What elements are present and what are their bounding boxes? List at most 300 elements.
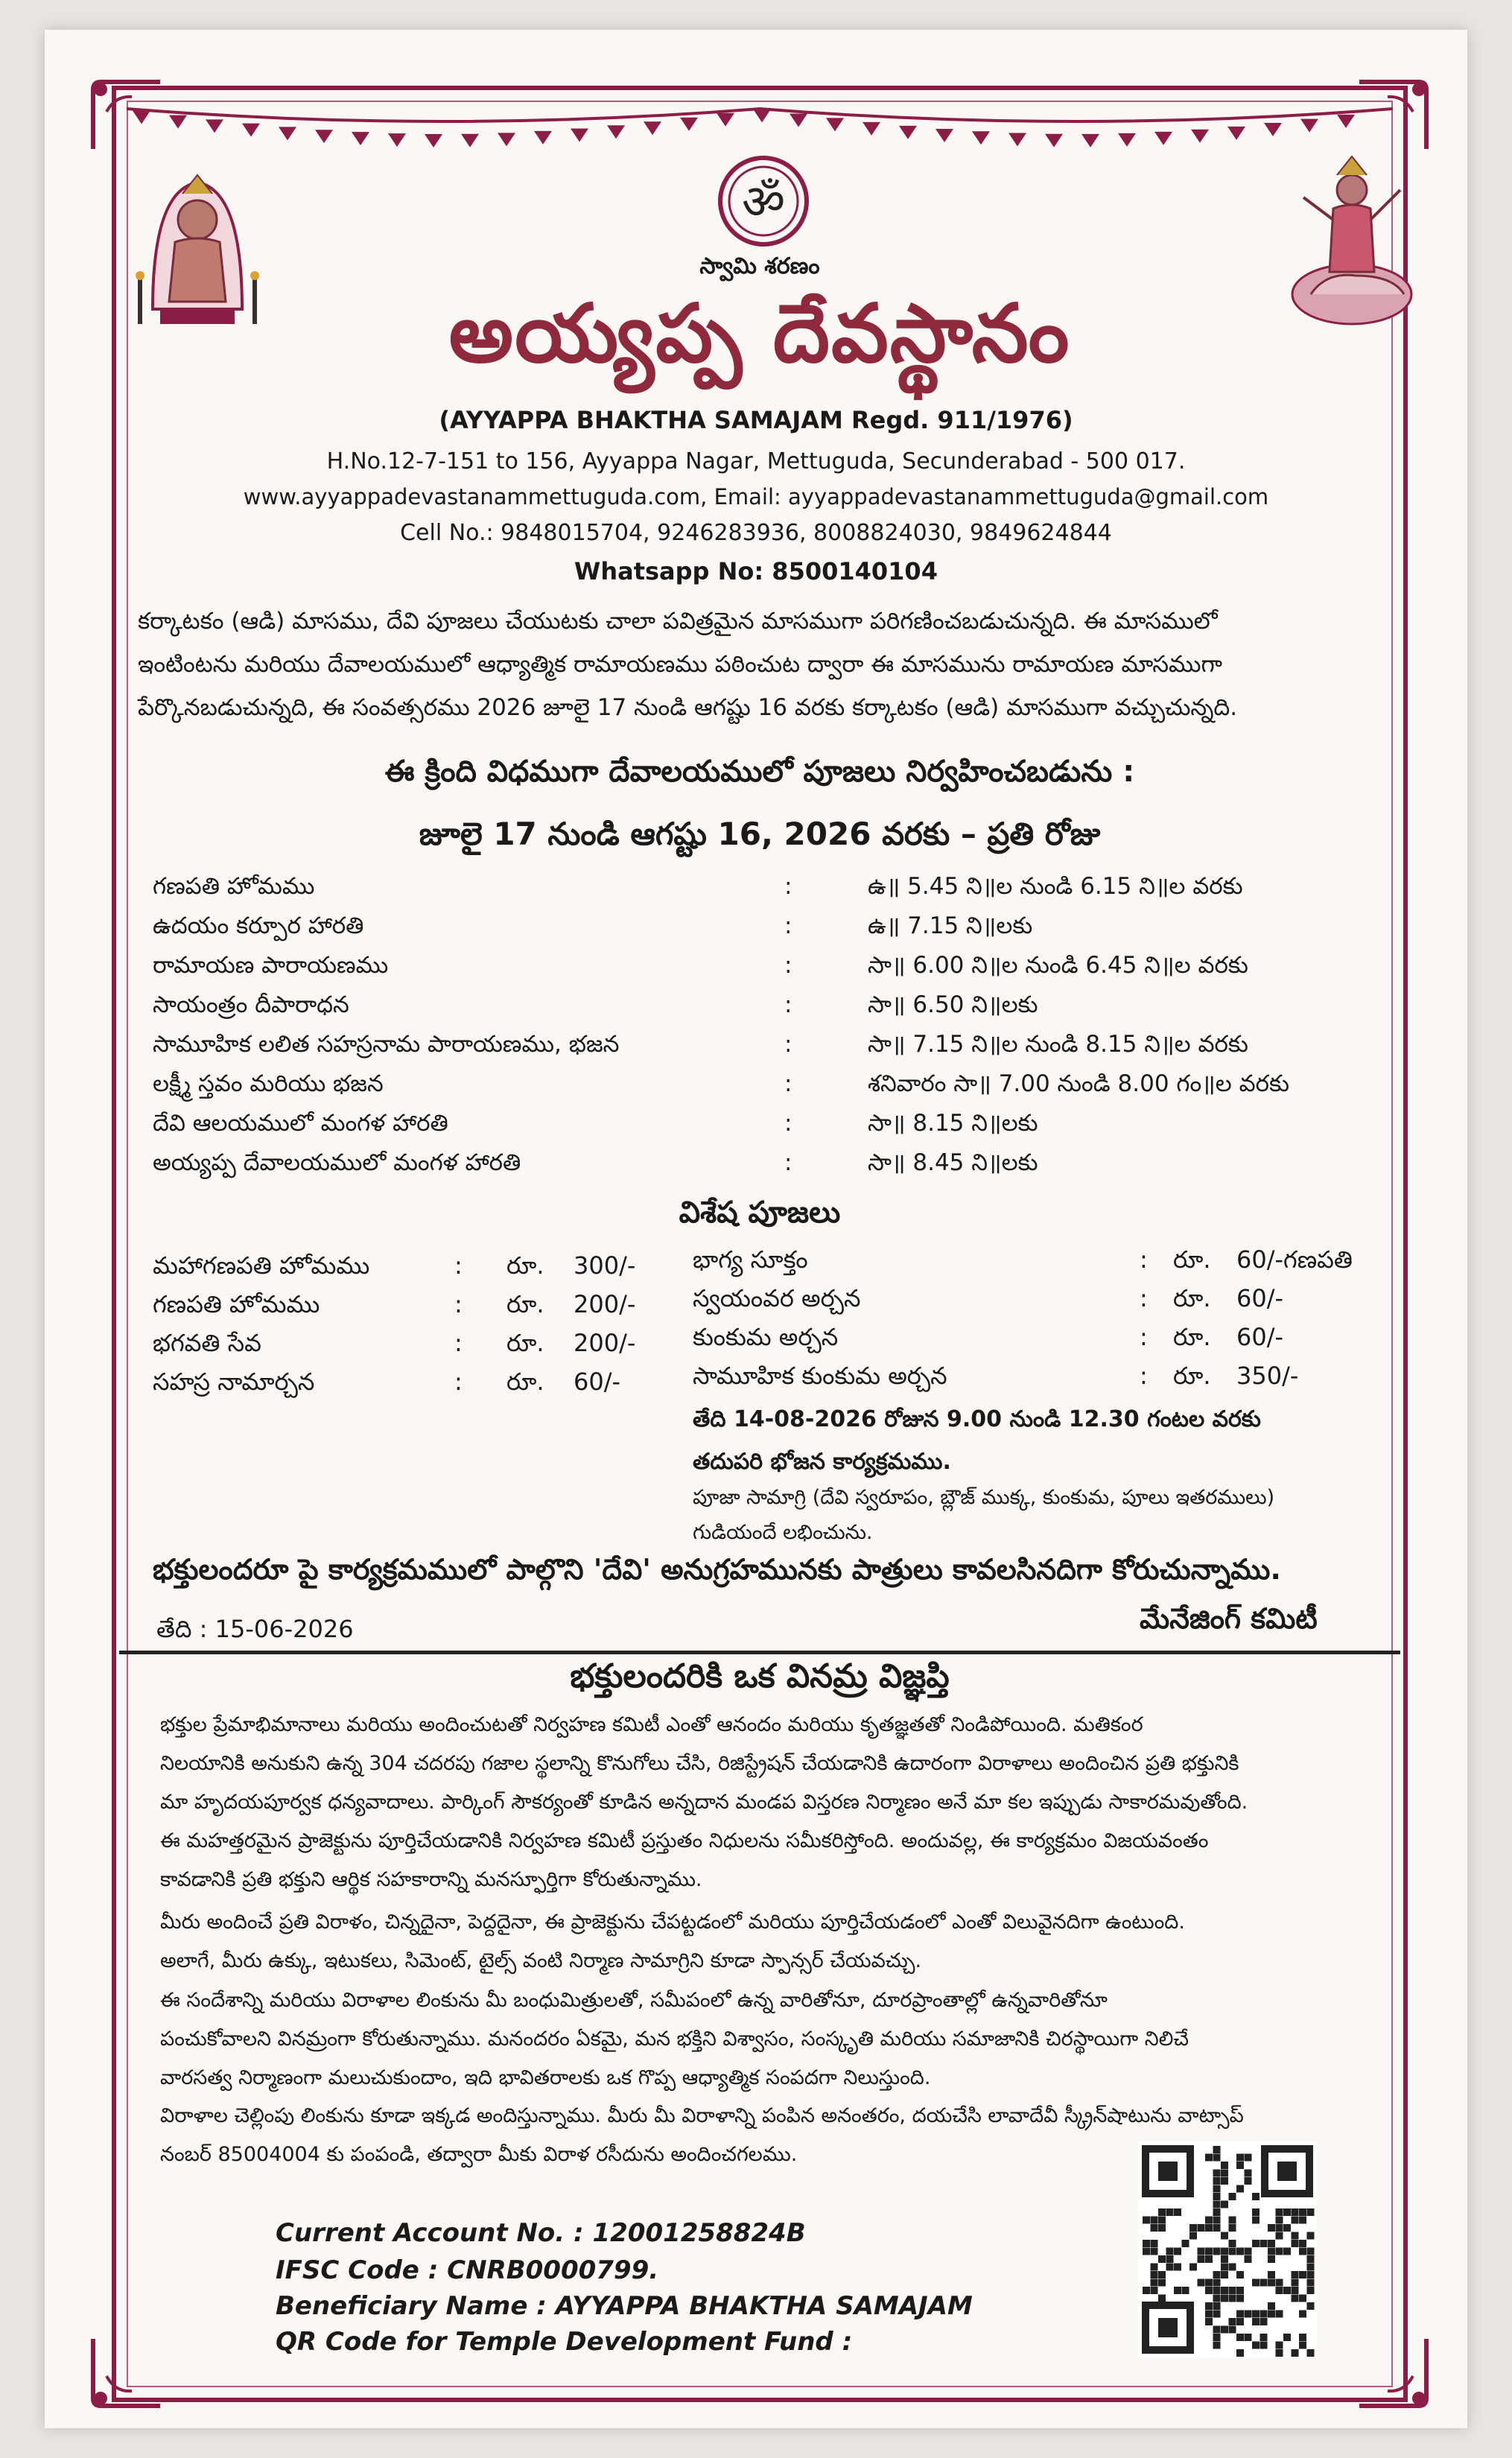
rupee-label: రూ. bbox=[506, 1368, 544, 1396]
qr-module bbox=[1229, 2318, 1236, 2325]
qr-module bbox=[1299, 2217, 1306, 2224]
qr-module bbox=[1213, 2208, 1221, 2216]
qr-module bbox=[1307, 2264, 1315, 2271]
qr-module bbox=[1299, 2271, 1306, 2278]
qr-module bbox=[1189, 2264, 1197, 2271]
qr-module bbox=[1236, 2311, 1244, 2318]
bunting-flag bbox=[498, 133, 515, 146]
bunting-flag bbox=[1045, 134, 1063, 147]
qr-module bbox=[1151, 2224, 1158, 2232]
corner-ornament-bottom-right bbox=[1352, 2331, 1434, 2413]
intro-line: పేర్కొనబడుచున్నది, ఈ సంవత్సరము 2026 జూలై 17 నుండి ఆగష్టు 16 వరకు కర్కాటకం (ఆడి) మాసముగా వచ్చుచున్నది. bbox=[138, 694, 1238, 721]
qr-module bbox=[1292, 2349, 1299, 2357]
section-divider bbox=[119, 1651, 1400, 1654]
qr-module bbox=[1213, 2334, 1221, 2341]
bunting-decoration bbox=[127, 104, 1393, 149]
qr-module bbox=[1283, 2287, 1291, 2294]
bunting-flag bbox=[1300, 119, 1318, 133]
qr-module bbox=[1283, 2248, 1291, 2255]
pooja-name: కుంకుమ అర్చన bbox=[693, 1323, 839, 1351]
qr-module bbox=[1205, 2311, 1213, 2318]
notice-line: పంచుకోవాలని వినమ్రంగా కోరుతున్నాము. మనందరం ఏకమై, మన భక్తిని విశ్వాసం, సంస్కృతి మరియు సమాజానికి చిరస్థాయిగా నిలిచే bbox=[160, 2027, 1189, 2051]
qr-module bbox=[1198, 2248, 1205, 2255]
qr-module bbox=[1292, 2217, 1299, 2224]
special-date-line: తేది 14-08-2026 రోజున 9.00 నుండి 12.30 గంటల వరకు bbox=[693, 1406, 1261, 1432]
schedule-row bbox=[153, 912, 1389, 952]
rupee-label: రూ. bbox=[506, 1290, 544, 1318]
qr-module bbox=[1236, 2287, 1244, 2294]
rupee-label: రూ. bbox=[506, 1251, 544, 1280]
pooja-name: సామూహిక కుంకుమ అర్చన bbox=[693, 1362, 947, 1390]
qr-module bbox=[1229, 2326, 1236, 2334]
qr-module bbox=[1236, 2295, 1244, 2302]
managing-committee-signature: మేనేజింగ్ కమిటీ bbox=[1140, 1601, 1318, 1635]
bunting-flag bbox=[717, 113, 734, 127]
pooja-name: దేవి ఆలయములో మంగళ హారతి bbox=[153, 1110, 448, 1137]
qr-module bbox=[1229, 2240, 1236, 2247]
qr-module bbox=[1268, 2271, 1275, 2278]
qr-module bbox=[1229, 2217, 1236, 2224]
notice-line: కావడానికి ప్రతి భక్తుని ఆర్థిక సహకారాన్ని మనస్ఫూర్తిగా కోరుతున్నాము. bbox=[160, 1868, 702, 1891]
qr-module bbox=[1205, 2217, 1213, 2224]
fee-row bbox=[153, 1290, 674, 1329]
pooja-time: సా॥ 6.00 ని॥ల నుండి 6.45 ని॥ల వరకు bbox=[868, 952, 1248, 979]
bunting-flag bbox=[388, 133, 406, 147]
fee-amount: 350/- bbox=[1236, 1362, 1299, 1390]
qr-module bbox=[1189, 2232, 1197, 2240]
bunting-flag bbox=[899, 126, 917, 139]
pooja-time: శనివారం సా॥ 7.00 నుండి 8.00 గం॥ల వరకు bbox=[868, 1070, 1289, 1097]
om-icon bbox=[715, 153, 812, 250]
bunting-flag bbox=[936, 129, 953, 142]
bunting-flag bbox=[753, 109, 771, 122]
pooja-time: ఉ॥ 7.15 ని॥లకు bbox=[868, 912, 1033, 939]
account-number: Current Account No. : 12001258824B bbox=[276, 2218, 806, 2248]
schedule-row bbox=[153, 991, 1389, 1031]
availability-line: గుడియందే లభించును. bbox=[693, 1521, 873, 1544]
rupee-label: రూ. bbox=[1173, 1323, 1211, 1351]
colon: : bbox=[784, 991, 792, 1018]
pooja-name: మహాగణపతి హోమము bbox=[153, 1251, 370, 1280]
qr-module bbox=[1292, 2295, 1299, 2302]
colon: : bbox=[784, 1031, 792, 1058]
qr-module bbox=[1268, 2279, 1275, 2287]
qr-module bbox=[1213, 2177, 1221, 2185]
schedule-row bbox=[153, 1149, 1389, 1189]
qr-module bbox=[1213, 2193, 1221, 2200]
bunting-flag bbox=[425, 134, 442, 147]
qr-module bbox=[1260, 2279, 1268, 2287]
qr-module bbox=[1205, 2154, 1213, 2162]
qr-module bbox=[1229, 2295, 1236, 2302]
notice-line: నిలయానికి అనుకుని ఉన్న 304 చదరపు గజాల స్థలాన్ని కొనుగోలు చేసి, రిజిస్ట్రేషన్ చేయడానికి ఉదారంగా విరాళాలు అందించిన ప్రతి భక్తునికి bbox=[160, 1752, 1239, 1775]
qr-module bbox=[1245, 2334, 1252, 2341]
qr-module bbox=[1260, 2342, 1268, 2349]
qr-module bbox=[1158, 2279, 1166, 2287]
qr-module bbox=[1236, 2154, 1244, 2162]
notice-paragraph-3 bbox=[160, 1981, 1389, 2097]
qr-module bbox=[1299, 2334, 1306, 2341]
qr-module bbox=[1221, 2162, 1228, 2169]
pooja-time: సా॥ 8.45 ని॥లకు bbox=[868, 1149, 1038, 1176]
qr-module bbox=[1158, 2208, 1166, 2216]
colon: : bbox=[454, 1329, 463, 1357]
notice-title: భక్తులందరికి ఒక వినమ్ర విజ్ఞప్తి bbox=[570, 1657, 950, 1695]
qr-module bbox=[1205, 2279, 1213, 2287]
notice-line: నంబర్ 85004004 కు పంపండి, తద్వారా మీకు విరాళ రసీదును అందించగలము. bbox=[160, 2143, 798, 2166]
qr-module bbox=[1252, 2318, 1260, 2325]
qr-module bbox=[1213, 2217, 1221, 2224]
qr-module bbox=[1245, 2177, 1252, 2185]
qr-module bbox=[1174, 2287, 1181, 2294]
bunting-flag bbox=[644, 121, 661, 135]
qr-module bbox=[1307, 2349, 1315, 2357]
qr-module bbox=[1221, 2326, 1228, 2334]
qr-module bbox=[1221, 2201, 1228, 2208]
qr-module bbox=[1276, 2248, 1283, 2255]
qr-module bbox=[1260, 2311, 1268, 2318]
qr-module bbox=[1276, 2349, 1283, 2357]
meal-line: తదుపరి భోజన కార్యక్రమము. bbox=[693, 1449, 951, 1475]
bunting-flag bbox=[1081, 134, 1099, 147]
fee-row bbox=[693, 1362, 1393, 1400]
intro-line: ఇంటింటను మరియు దేవాలయములో ఆధ్యాత్మిక రామాయణము పఠించుట ద్వారా ఈ మాసమును రామాయణ మాసముగా bbox=[138, 651, 1223, 678]
qr-module bbox=[1236, 2185, 1244, 2193]
qr-module bbox=[1213, 2146, 1221, 2153]
qr-module bbox=[1292, 2232, 1299, 2240]
special-poojas-right-list bbox=[693, 1245, 1393, 1400]
ifsc-code: IFSC Code : CNRB0000799. bbox=[276, 2255, 659, 2285]
qr-module bbox=[1221, 2177, 1228, 2185]
qr-module bbox=[1307, 2255, 1315, 2263]
bunting-flag bbox=[863, 122, 880, 136]
fee-row bbox=[693, 1323, 1393, 1362]
qr-module bbox=[1268, 2255, 1275, 2263]
qr-module bbox=[1245, 2255, 1252, 2263]
pooja-name: సామూహిక లలిత సహస్రనామ పారాయణము, భజన bbox=[153, 1031, 620, 1058]
bunting-flag bbox=[315, 130, 333, 143]
schedule-row bbox=[153, 952, 1389, 991]
qr-module bbox=[1292, 2279, 1299, 2287]
qr-module bbox=[1307, 2232, 1315, 2240]
qr-module bbox=[1307, 2287, 1315, 2294]
qr-module bbox=[1268, 2311, 1275, 2318]
qr-module bbox=[1299, 2208, 1306, 2216]
schedule-period: జూలై 17 నుండి ఆగష్టు 16, 2026 వరకు – ప్రతి రోజు bbox=[419, 816, 1101, 852]
schedule-row bbox=[153, 1070, 1389, 1110]
colon: : bbox=[1140, 1323, 1148, 1351]
qr-module bbox=[1158, 2271, 1166, 2278]
bunting-flag bbox=[1264, 123, 1282, 136]
qr-module bbox=[1252, 2279, 1260, 2287]
qr-module bbox=[1198, 2224, 1205, 2232]
qr-module bbox=[1166, 2255, 1174, 2263]
qr-module bbox=[1158, 2217, 1166, 2224]
pooja-name: ఉదయం కర్పూర హారతి bbox=[153, 912, 364, 939]
fee-row bbox=[153, 1251, 674, 1290]
colon: : bbox=[1140, 1245, 1148, 1274]
qr-module bbox=[1221, 2271, 1228, 2278]
fee-amount: 300/- bbox=[574, 1251, 636, 1280]
bunting-flag bbox=[790, 113, 807, 127]
issue-date: తేది : 15-06-2026 bbox=[156, 1615, 354, 1643]
qr-module bbox=[1245, 2248, 1252, 2255]
qr-module bbox=[1299, 2295, 1306, 2302]
colon: : bbox=[1140, 1284, 1148, 1312]
devotee-appeal: భక్తులందరూ పై కార్యక్రమములో పాల్గొని 'దేవి' అనుగ్రహమునకు పాత్రులు కావలసినదిగా కోరుచున్నాము. bbox=[153, 1553, 1281, 1586]
qr-module bbox=[1276, 2224, 1283, 2232]
bunting-flag bbox=[1154, 132, 1172, 145]
qr-module bbox=[1213, 2170, 1221, 2177]
qr-module bbox=[1189, 2224, 1197, 2232]
notice-line: మీరు అందించే ప్రతి విరాళం, చిన్నదైనా, పెద్దదైనా, ఈ ప్రాజెక్టును చేపట్టడంలో మరియు పూర్తిచేయడంలో ఎంతో విలువైనదిగా ఉంటుంది. bbox=[160, 1911, 1185, 1934]
fee-row bbox=[693, 1245, 1393, 1284]
colon: : bbox=[784, 1149, 792, 1176]
qr-module bbox=[1260, 2240, 1268, 2247]
notice-line: ఈ సందేశాన్ని మరియు విరాళాల లింకును మీ బంధుమిత్రులతో, సమీపంలో ఉన్న వారితోనూ, దూరప్రాంతాల్లో ఉన్నవారితోనూ bbox=[160, 1989, 1108, 2012]
qr-module bbox=[1252, 2193, 1260, 2200]
pooja-name: సహస్ర నామార్చన bbox=[153, 1368, 315, 1396]
qr-module bbox=[1236, 2349, 1244, 2357]
qr-module bbox=[1283, 2224, 1291, 2232]
qr-module bbox=[1252, 2208, 1260, 2216]
pooja-name: గణపతి హోమము bbox=[153, 873, 315, 900]
qr-module bbox=[1151, 2287, 1158, 2294]
qr-module bbox=[1252, 2342, 1260, 2349]
colon: : bbox=[784, 912, 792, 939]
schedule-row bbox=[153, 873, 1389, 912]
qr-module bbox=[1229, 2193, 1236, 2200]
qr-module bbox=[1252, 2240, 1260, 2247]
bunting-flag bbox=[680, 118, 698, 131]
qr-module bbox=[1299, 2240, 1306, 2247]
bunting-flag bbox=[1118, 133, 1136, 147]
qr-module bbox=[1213, 2185, 1221, 2193]
temple-title: అయ్యప్ప దేవస్థానం bbox=[448, 287, 1071, 381]
pooja-time: సా॥ 6.50 ని॥లకు bbox=[868, 991, 1038, 1018]
special-poojas-heading: విశేష పూజలు bbox=[679, 1195, 841, 1230]
pooja-name: లక్ష్మీ స్తవం మరియు భజన bbox=[153, 1070, 384, 1097]
devi-deity-image bbox=[1281, 145, 1415, 346]
notice-line: విరాళాల చెల్లింపు లింకును కూడా ఇక్కడ అందిస్తున్నాము. మీరు మీ విరాళాన్ని పంపిన అనంతరం, దయచేసి లావాదేవీ స్క్రీన్‌షాటును వాట్సాప్ bbox=[160, 2104, 1244, 2127]
bunting-flag bbox=[607, 125, 625, 139]
qr-module bbox=[1205, 2318, 1213, 2325]
fee-amount: 60/- bbox=[1236, 1323, 1284, 1351]
qr-module bbox=[1205, 2302, 1213, 2310]
qr-module bbox=[1236, 2162, 1244, 2169]
bunting-flag bbox=[169, 115, 187, 129]
beneficiary-name: Beneficiary Name : AYYAPPA BHAKTHA SAMAJAM bbox=[276, 2291, 973, 2321]
fee-amount: 200/- bbox=[574, 1290, 636, 1318]
colon: : bbox=[784, 873, 792, 900]
colon: : bbox=[454, 1290, 463, 1318]
qr-module bbox=[1283, 2334, 1291, 2341]
qr-module bbox=[1221, 2255, 1228, 2263]
ayyappa-deity-image bbox=[130, 160, 264, 361]
notice-line: వారసత్వ నిర్మాణంగా మలుచుకుందాం, ఇది భావితరాలకు ఒక గొప్ప ఆధ్యాత్మిక సంపదగా నిలుస్తుంది. bbox=[160, 2066, 931, 2089]
qr-label: QR Code for Temple Development Fund : bbox=[276, 2327, 853, 2357]
qr-module bbox=[1198, 2279, 1205, 2287]
qr-module bbox=[1205, 2224, 1213, 2232]
rupee-label: రూ. bbox=[1173, 1245, 1211, 1274]
pooja-name: స్వయంవర అర్చన bbox=[693, 1284, 861, 1312]
qr-module bbox=[1213, 2279, 1221, 2287]
qr-module bbox=[1229, 2248, 1236, 2255]
qr-module bbox=[1213, 2248, 1221, 2255]
qr-module bbox=[1213, 2271, 1221, 2278]
notice-paragraph-2 bbox=[160, 1903, 1389, 1981]
qr-module bbox=[1174, 2208, 1181, 2216]
qr-module bbox=[1182, 2240, 1189, 2247]
rupee-label: రూ. bbox=[1173, 1284, 1211, 1312]
rupee-label: రూ. bbox=[1173, 1362, 1211, 1390]
qr-module bbox=[1174, 2264, 1181, 2271]
qr-module bbox=[1205, 2255, 1213, 2263]
qr-module bbox=[1213, 2201, 1221, 2208]
qr-module bbox=[1229, 2224, 1236, 2232]
qr-module bbox=[1268, 2302, 1275, 2310]
qr-module bbox=[1307, 2271, 1315, 2278]
qr-module bbox=[1245, 2170, 1252, 2177]
pooja-name: భాగ్య సూక్తం bbox=[693, 1245, 808, 1274]
bunting-flag bbox=[279, 127, 296, 140]
fee-row bbox=[693, 1284, 1393, 1323]
fee-amount: 60/- bbox=[1236, 1284, 1284, 1312]
qr-module bbox=[1151, 2240, 1158, 2247]
qr-module bbox=[1151, 2279, 1158, 2287]
rupee-label: రూ. bbox=[506, 1329, 544, 1357]
pooja-name: అయ్యప్ప దేవాలయములో మంగళ హారతి bbox=[153, 1149, 521, 1176]
bunting-flag bbox=[1227, 127, 1245, 140]
qr-module bbox=[1151, 2264, 1158, 2271]
intro-paragraph bbox=[138, 600, 1382, 729]
qr-module bbox=[1292, 2240, 1299, 2247]
qr-module bbox=[1307, 2208, 1315, 2216]
intro-line: కర్కాటకం (ఆడి) మాసము, దేవి పూజలు చేయుటకు చాలా పవిత్రమైన మాసముగా పరిగణించబడుచున్నది. ఈ మాసములో bbox=[138, 608, 1218, 635]
pooja-name: గణపతి హోమము bbox=[153, 1290, 320, 1318]
registration-line: (AYYAPPA BHAKTHA SAMAJAM Regd. 911/1976) bbox=[439, 406, 1073, 434]
notice-line: ఈ మహత్తరమైన ప్రాజెక్టును పూర్తిచేయడానికి నిర్వహణ కమిటీ ప్రస్తుతం నిధులను సమీకరిస్తోంది. అందువల్ల, ఈ కార్యక్రమం విజయవంతం bbox=[160, 1829, 1209, 1852]
qr-module bbox=[1213, 2342, 1221, 2349]
corner-ornament-top-right bbox=[1352, 74, 1434, 156]
qr-module bbox=[1221, 2264, 1228, 2271]
qr-module bbox=[1229, 2287, 1236, 2294]
qr-module bbox=[1143, 2240, 1150, 2247]
qr-module bbox=[1276, 2208, 1283, 2216]
qr-module bbox=[1276, 2311, 1283, 2318]
fee-amount: 60/- bbox=[574, 1368, 621, 1396]
bunting-flag bbox=[571, 129, 588, 142]
qr-module bbox=[1260, 2334, 1268, 2341]
qr-module bbox=[1229, 2264, 1236, 2271]
schedule-heading: ఈ క్రింది విధముగా దేవాలయములో పూజలు నిర్వహించబడును : bbox=[384, 755, 1135, 789]
bunting-flag bbox=[534, 131, 552, 145]
qr-module bbox=[1158, 2224, 1166, 2232]
cell-numbers-line: Cell No.: 9848015704, 9246283936, 8008824030, 9849624844 bbox=[400, 520, 1112, 546]
bunting-flag bbox=[972, 131, 990, 145]
bunting-flag bbox=[461, 134, 479, 147]
qr-module bbox=[1299, 2342, 1306, 2349]
bunting-flag bbox=[352, 132, 369, 145]
qr-module bbox=[1213, 2224, 1221, 2232]
qr-module bbox=[1307, 2302, 1315, 2310]
notice-line: మా హృదయపూర్వక ధన్యవాదాలు. పార్కింగ్ సౌకర్యంతో కూడిన అన్నదాన మండప విస్తరణ నిర్మాణం అనే మా కల ఇప్పుడు సాకారమవుతోంది. bbox=[160, 1791, 1248, 1814]
schedule-row bbox=[153, 1110, 1389, 1149]
bunting-flag bbox=[242, 124, 260, 137]
qr-module bbox=[1252, 2217, 1260, 2224]
pooja-name: భగవతి సేవ bbox=[153, 1329, 261, 1357]
qr-module bbox=[1213, 2302, 1221, 2310]
fee-amount: 60/-గణపతి bbox=[1236, 1245, 1353, 1274]
colon: : bbox=[784, 1110, 792, 1137]
qr-module bbox=[1236, 2334, 1244, 2341]
qr-module bbox=[1213, 2311, 1221, 2318]
qr-module bbox=[1276, 2217, 1283, 2224]
qr-module bbox=[1166, 2208, 1174, 2216]
qr-module bbox=[1213, 2295, 1221, 2302]
pooja-time: సా॥ 8.15 ని॥లకు bbox=[868, 1110, 1038, 1137]
colon: : bbox=[784, 1070, 792, 1097]
qr-module bbox=[1276, 2279, 1283, 2287]
qr-module bbox=[1221, 2248, 1228, 2255]
qr-module bbox=[1236, 2271, 1244, 2278]
corner-ornament-top-left bbox=[86, 74, 168, 156]
qr-module bbox=[1213, 2154, 1221, 2162]
bunting-flag bbox=[206, 119, 223, 133]
bunting-flag bbox=[1191, 130, 1209, 143]
qr-module bbox=[1283, 2208, 1291, 2216]
qr-module bbox=[1276, 2342, 1283, 2349]
fee-row bbox=[153, 1368, 674, 1406]
address-line: H.No.12-7-151 to 156, Ayyappa Nagar, Mettuguda, Secunderabad - 500 017. bbox=[326, 448, 1186, 474]
notice-line: భక్తుల ప్రేమాభిమానాలు మరియు అందించుటతో నిర్వహణ కమిటీ ఎంతో ఆనందం మరియు కృతజ్ఞతతో నిండిపోయింది. మతికంర bbox=[160, 1713, 1143, 1736]
qr-module bbox=[1276, 2287, 1283, 2294]
qr-module bbox=[1213, 2287, 1221, 2294]
qr-module bbox=[1205, 2248, 1213, 2255]
qr-module bbox=[1151, 2248, 1158, 2255]
qr-module bbox=[1268, 2240, 1275, 2247]
qr-module bbox=[1268, 2248, 1275, 2255]
qr-module bbox=[1158, 2295, 1166, 2302]
qr-code-image[interactable] bbox=[1138, 2141, 1317, 2357]
qr-module bbox=[1151, 2217, 1158, 2224]
qr-module bbox=[1213, 2326, 1221, 2334]
qr-module bbox=[1143, 2287, 1150, 2294]
colon: : bbox=[784, 952, 792, 979]
fee-row bbox=[153, 1329, 674, 1368]
qr-module bbox=[1221, 2170, 1228, 2177]
pooja-name: సాయంత్రం దీపారాధన bbox=[153, 991, 349, 1018]
fee-amount: 200/- bbox=[574, 1329, 636, 1357]
qr-module bbox=[1260, 2318, 1268, 2325]
qr-module bbox=[1221, 2232, 1228, 2240]
qr-module bbox=[1166, 2264, 1174, 2271]
qr-module bbox=[1245, 2154, 1252, 2162]
qr-module bbox=[1236, 2248, 1244, 2255]
qr-module bbox=[1245, 2311, 1252, 2318]
materials-line: పూజా సామాగ్రి (దేవి స్వరూపం, బ్లౌజ్ ముక్క, కుంకుమ, పూలు ఇతరములు) bbox=[693, 1486, 1275, 1509]
qr-module bbox=[1307, 2248, 1315, 2255]
special-poojas-left-list bbox=[153, 1251, 674, 1406]
swami-saranam-text: స్వామి శరణం bbox=[699, 253, 820, 279]
qr-module bbox=[1299, 2248, 1306, 2255]
qr-module bbox=[1143, 2248, 1150, 2255]
notice-line: అలాగే, మీరు ఉక్కు, ఇటుకలు, సిమెంట్, టైల్స్ వంటి నిర్మాణ సామాగ్రిని కూడా స్పాన్సర్ చేయవచ్చు. bbox=[160, 1949, 922, 1972]
qr-module bbox=[1299, 2311, 1306, 2318]
qr-module bbox=[1276, 2232, 1283, 2240]
pooja-time: సా॥ 7.15 ని॥ల నుండి 8.15 ని॥ల వరకు bbox=[868, 1031, 1248, 1058]
corner-ornament-bottom-left bbox=[86, 2331, 168, 2413]
